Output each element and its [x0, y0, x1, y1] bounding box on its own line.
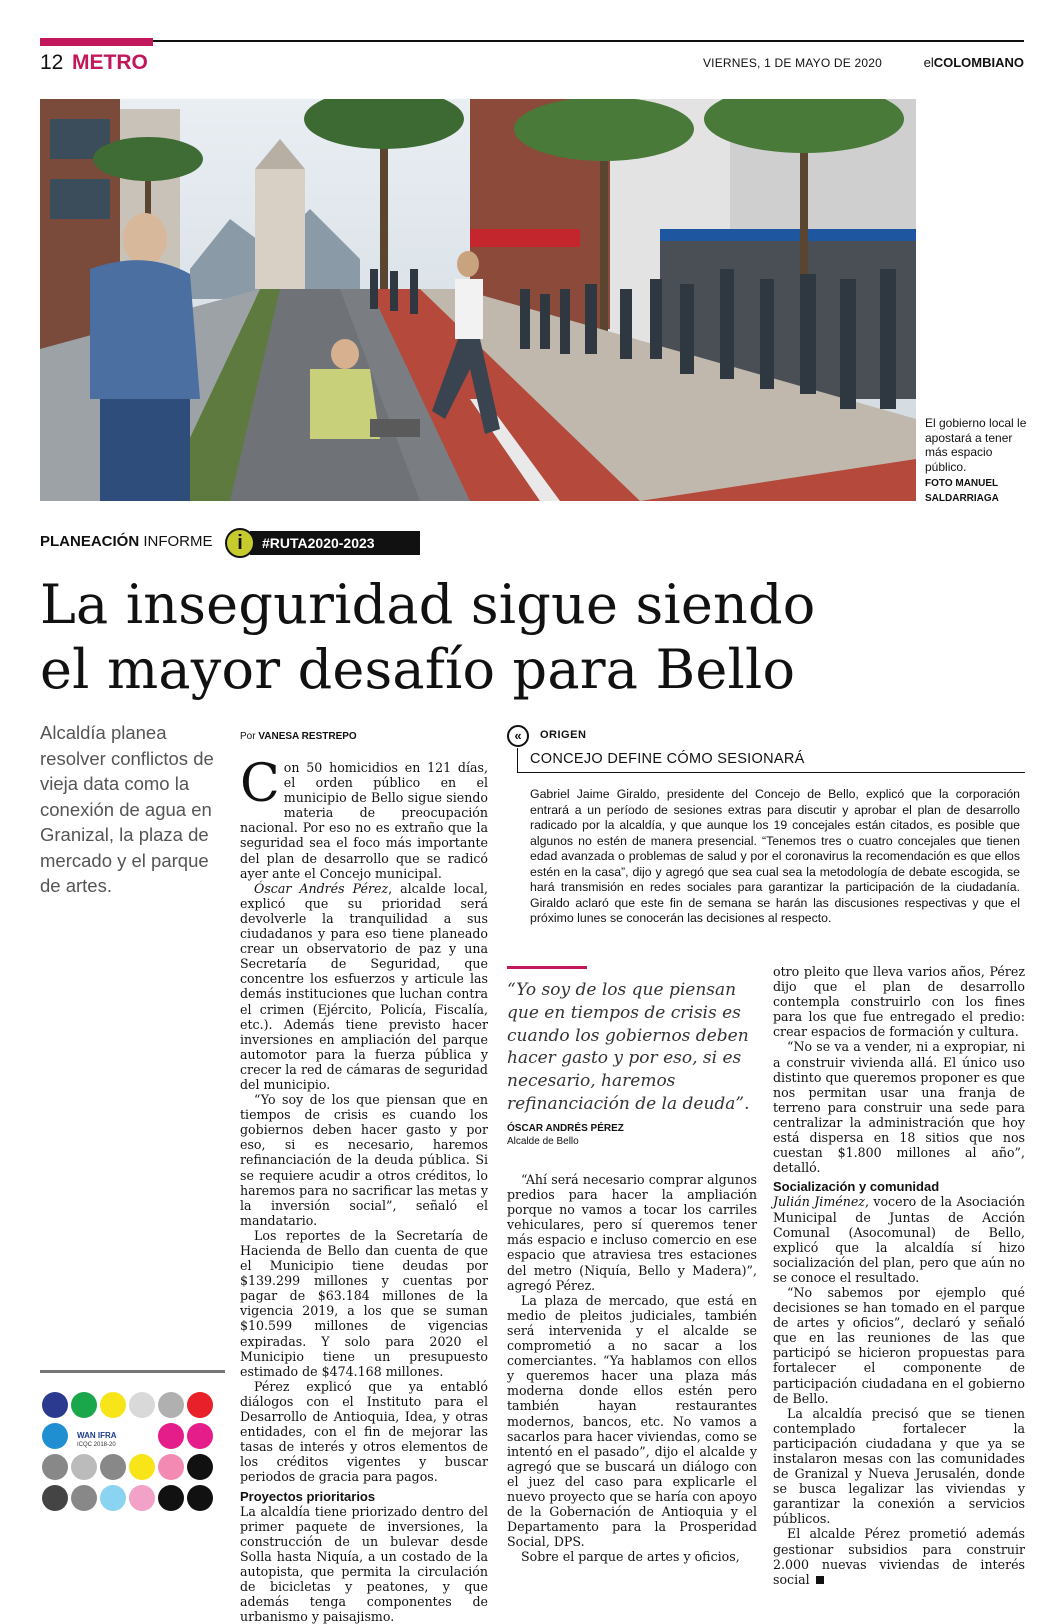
subhead-proyectos: Proyectos prioritarios — [240, 1488, 376, 1504]
color-patch — [71, 1392, 97, 1418]
body-paragraph — [240, 881, 488, 1092]
subhead-socializacion: Socialización y comunidad — [773, 1179, 940, 1195]
color-target-code: ICQC 2018-20 — [77, 1442, 116, 1448]
section-name: METRO — [72, 51, 148, 74]
street-scene-image — [40, 99, 916, 501]
person-name: Julián Jiménez — [773, 1194, 865, 1210]
body-paragraph: Pérez explicó que ya entabló diálogos con el Instituto para el Desarrollo de Antioquia, Idea, y otras entidades, con el fin de mejorar las tasas de interés y otros elementos de los créditos vigentes y buscar periodos de gracia para pagos. — [240, 1378, 488, 1485]
header-rule — [40, 40, 1024, 42]
color-patch — [158, 1485, 184, 1511]
paragraph-text: , alcalde local, explicó que su prioridad será devolverle la tranquilidad a sus ciudadanos y para eso tiene planeado crear un observatorio de paz y una Secretaría de Seguridad, que concentre los esfuerzos y articule las demás instituciones que luchan contra el crimen (Ejército, Policía, Fiscalía, etc.). Además tiene previsto hacer inversiones en ampliación del parque automotor para la fuerza pública y crecer la red de cámaras de seguridad del municipio. — [240, 880, 488, 1092]
origin-text: Gabriel Jaime Giraldo, presidente del Concejo de Bello, explicó que la corporación entrará a un período de sesiones extras para discutir y aprobar el plan de desarrollo radicado por la alcaldía, y que aunque los 19 concejales están citados, es posible que algunos no estén de manera presencial. “Tenemos tres o cuatro concejales que tienen edad avanzada o problemas de salud y por el coronavirus la recomendación es que ellos estén en la casa”, dijo y agregó que sea cual sea la metodología de debate escogida, se hará transmisión en redes sociales para garantizar la participación de la ciudadanía. Giraldo aclaró que este fin de semana se harán las discusiones respectivas y que el próximo lunes se conocerán las decisiones al respecto. — [530, 787, 1020, 925]
color-patch — [100, 1454, 126, 1480]
color-target-label: WAN IFRA — [77, 1431, 117, 1440]
article-column-1 — [240, 754, 488, 1624]
headline-line-1: La inseguridad sigue siendo — [40, 573, 816, 636]
color-patch — [71, 1454, 97, 1480]
body-paragraph — [773, 1526, 1025, 1586]
article-column-2 — [507, 1172, 757, 1564]
paragraph-text: , vocero de la Asociación Municipal de Juntas de Acción Comunal (Asocomunal) de Bello, explicó que la alcaldía sí hizo socialización del plan, pero que aún no se conoce el resultado. — [773, 1194, 1025, 1285]
color-patch — [129, 1392, 155, 1418]
body-paragraph: La alcaldía precisó que se tienen contemplado fortalecer la participación ciudadana y que ya se instalaron mesas con las comunidades de Granizal y Nueva Jerusalén, donde se busca legalizar las viviendas y garantizar la conexión a servicios públicos. — [773, 1405, 1025, 1527]
color-patch — [42, 1392, 68, 1418]
color-patch — [71, 1485, 97, 1511]
headline-line-2: el mayor desafío para Bello — [40, 638, 796, 701]
origin-divider — [517, 748, 518, 773]
paragraph-text: El alcalde Pérez prometió además gestionar subsidios para construir 2.000 nuevas viviendas de interés social — [773, 1526, 1025, 1587]
body-paragraph: “Ahí será necesario comprar algunos predios para hacer la ampliación porque no vamos a tocar los carriles vehiculares, pero sí queremos tener más espacio e incluso comercio en ese espacio que atraviesa tres estaciones del metro (Niquía, Bello y Madera)”, agregó Pérez. — [507, 1172, 757, 1293]
quote-role: Alcalde de Bello — [507, 1136, 579, 1147]
quote-author: ÓSCAR ANDRÉS PÉREZ — [507, 1123, 624, 1134]
quote-accent-bar — [507, 966, 587, 969]
byline — [240, 731, 357, 742]
print-control-rule — [40, 1370, 225, 1373]
color-patch — [158, 1423, 184, 1449]
origin-arrow-icon: « — [507, 725, 529, 747]
hashtag-text: #RUTA2020-2023 — [262, 535, 375, 551]
photo-credit: FOTO MANUEL SALDARRIAGA — [925, 478, 999, 504]
color-patch — [187, 1423, 213, 1449]
body-paragraph: “No se va a vender, ni a expropiar, ni a construir vivienda allá. El único uso distinto que queremos proponer es que nos permitan usar una franja de terreno para construir una sede para centralizar la administración que hoy está dispersa en 18 sitios que nos cuestan $1.800 millones al año”, detalló. — [773, 1039, 1025, 1176]
body-paragraph: Sobre el parque de artes y oficios, — [521, 1549, 740, 1565]
color-patch — [42, 1485, 68, 1511]
paragraph-text: on 50 homicidios en 121 días, el orden público en el municipio de Bello sigue siendo materia de preocupación nacional. Por eso no es extraño que la seguridad sea el foco más importante del plan de desarrollo que se radicó ayer ante el Concejo municipal. — [240, 760, 488, 881]
body-paragraph — [773, 1194, 1025, 1285]
color-patch — [158, 1454, 184, 1480]
article-column-3 — [773, 964, 1025, 1587]
color-patch — [129, 1485, 155, 1511]
color-patch — [187, 1392, 213, 1418]
end-mark — [816, 1576, 824, 1584]
body-paragraph: otro pleito que lleva varios años, Pérez dijo que el plan de desarrollo contempla construirlo con los fines para los que fue entregado el predio: crear espacios de formación y cultura. — [773, 964, 1025, 1040]
pull-quote: “Yo soy de los que piensan que en tiempos de crisis es cuando los gobiernos deben hacer gasto y por eso, si es necesario, haremos refinanciación de la deuda”. — [507, 980, 750, 1114]
body-paragraph: La plaza de mercado, que está en medio de pleitos judiciales, también será intervenida y el alcalde se comprometió a no sacar a los comerciantes. “Ya hablamos con ellos y queremos hacer una plaza más moderna donde ellos estén pero también hayan restaurantes modernos, bancos, etc. No vamos a sacarlos para hacer viviendas, como se intentó en el pasado”, dijo el alcalde y agregó que se buscará un diálogo con el juez del caso para explicarle el nuevo proyecto que se haría con apoyo de la Gobernación de Antioquia y el Departamento para la Prosperidad Social, DPS. — [507, 1292, 757, 1550]
color-patch — [158, 1392, 184, 1418]
newspaper-logo — [924, 55, 1024, 70]
info-icon: i — [225, 528, 255, 558]
headline — [40, 572, 1030, 702]
article-kicker — [40, 533, 213, 559]
brand-prefix: el — [923, 55, 934, 70]
color-patch — [42, 1423, 68, 1449]
kicker-type: INFORME — [143, 533, 213, 550]
origin-rule — [517, 772, 1025, 773]
street-photo — [40, 99, 916, 501]
color-patch — [187, 1454, 213, 1480]
color-patch — [100, 1485, 126, 1511]
byline-prefix: Por — [240, 731, 256, 742]
body-paragraph: “Yo soy de los que piensan que en tiempos de crisis es cuando los gobiernos deben hacer gasto y por eso, si es necesario, haremos refinanciación de la deuda pública. Si se requiere acudir a otros créditos, lo haremos para no sacrificar las metas y la inversión social”, señaló el mandatario. — [240, 1092, 488, 1228]
section-color-bar — [40, 38, 153, 46]
color-patch — [100, 1392, 126, 1418]
kicker-category: PLANEACIÓN — [40, 533, 140, 550]
color-patch — [129, 1454, 155, 1480]
issue-date: VIERNES, 1 DE MAYO DE 2020 — [702, 56, 882, 70]
body-paragraph: “No sabemos por ejemplo qué decisiones se han tomado en el parque de artes y oficios”, declaró y señaló que en las reuniones de las que participó se hicieron propuestas para fortalecer el componente de participación ciudadana en el gobierno de Bello. — [773, 1284, 1025, 1406]
drop-cap: C — [240, 754, 280, 814]
brand-name: COLOMBIANO — [933, 55, 1024, 70]
body-paragraph — [240, 754, 488, 881]
origin-label: ORIGEN — [540, 729, 587, 741]
article-lead: Alcaldía planea resolver conflictos de vieja data como la conexión de agua en Granizal, la plaza de mercado y el parque de artes. — [40, 722, 214, 896]
hashtag-label — [250, 531, 420, 555]
byline-author: VANESA RESTREPO — [258, 731, 357, 742]
page-number: 12 — [40, 51, 64, 74]
body-paragraph: Los reportes de la Secretaría de Hacienda de Bello dan cuenta de que el Municipio tiene deudas por $139.299 millones y cuentas por pagar de $63.184 millones de la vigencia 2019, a los que se suman $10.599 millones de vigencias expiradas. Y solo para 2020 el Municipio tiene un presupuesto estimado de $474.168 millones. — [240, 1227, 488, 1379]
person-name: Óscar Andrés Pérez — [254, 880, 389, 896]
photo-caption: El gobierno local le apostará a tener más espacio público. — [925, 416, 1027, 474]
color-patch — [42, 1454, 68, 1480]
print-color-target — [42, 1392, 222, 1517]
body-paragraph: La alcaldía tiene priorizado dentro del primer paquete de inversiones, la construcción de un bulevar desde Solla hasta Niquía, a un costado de la autopista, que permita la circulación de bicicletas y peatones, y que además tenga componentes de urbanismo y paisajismo. — [240, 1503, 488, 1624]
origin-title: CONCEJO DEFINE CÓMO SESIONARÁ — [530, 751, 805, 767]
color-patch — [187, 1485, 213, 1511]
